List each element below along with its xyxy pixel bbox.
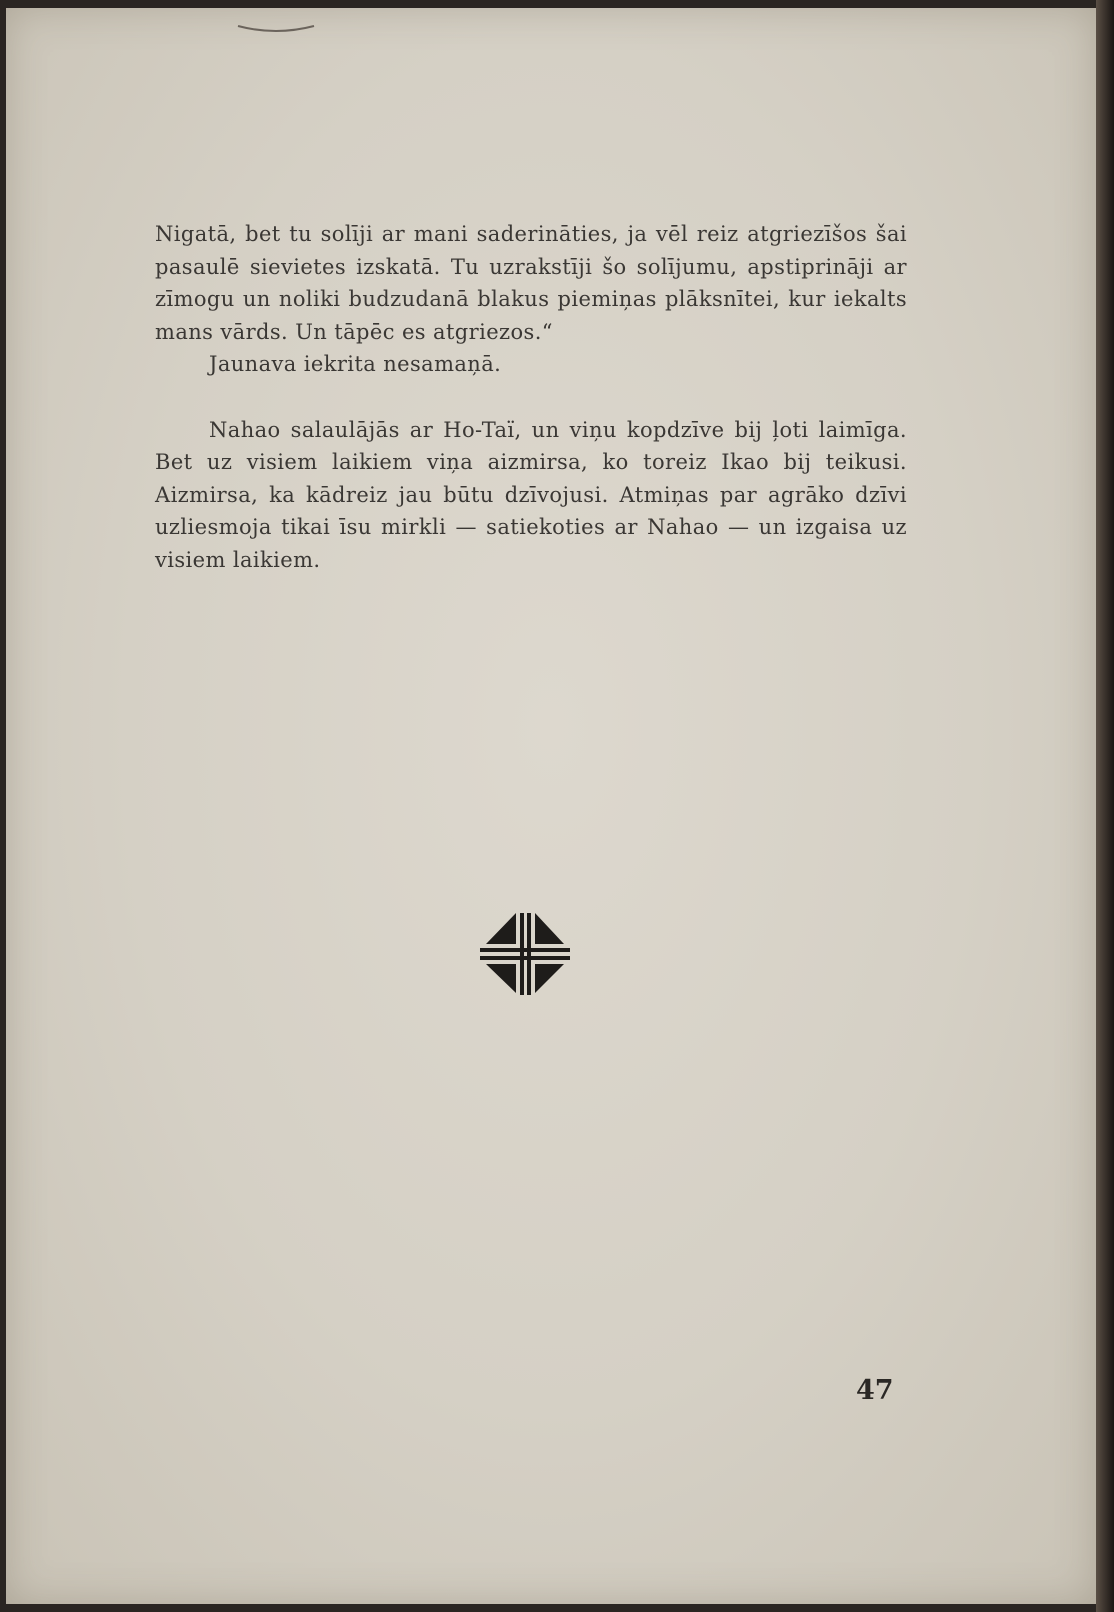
- page-edge-mark: [236, 22, 316, 36]
- book-edge-shadow: [1096, 0, 1114, 1612]
- page-number: 47: [856, 1375, 894, 1406]
- body-text: [155, 218, 907, 576]
- paragraph-short: Jaunava iekrita nesamaņā.: [209, 352, 502, 376]
- paragraph-final: Nahao salaulājās ar Ho-Taï, un viņu kopdzīve bij ļoti laimīga. Bet uz visiem laikiem viņa aizmirsa, ko toreiz Ikao bij teikusi. Aizmirsa, ka kādreiz jau būtu dzīvojusi. Atmiņas par agrāko dzīvi uzliesmoja tikai īsu mirkli — satiekoties ar Nahao — un izgaisa uz visiem laikiem.: [155, 417, 907, 572]
- paragraph-continuation: Nigatā, bet tu solīji ar mani saderināties, ja vēl reiz atgriezīšos šai pasaulē sievietes izskatā. Tu uzrakstīji šo solījumu, apstiprināji ar zīmogu un noliki budzudanā blakus piemiņas plāksnītei, kur iekalts mans vārds. Un tāpēc es atgriezos.“: [155, 222, 907, 344]
- cross-ornament-icon: [480, 913, 570, 995]
- book-page: [6, 8, 1096, 1604]
